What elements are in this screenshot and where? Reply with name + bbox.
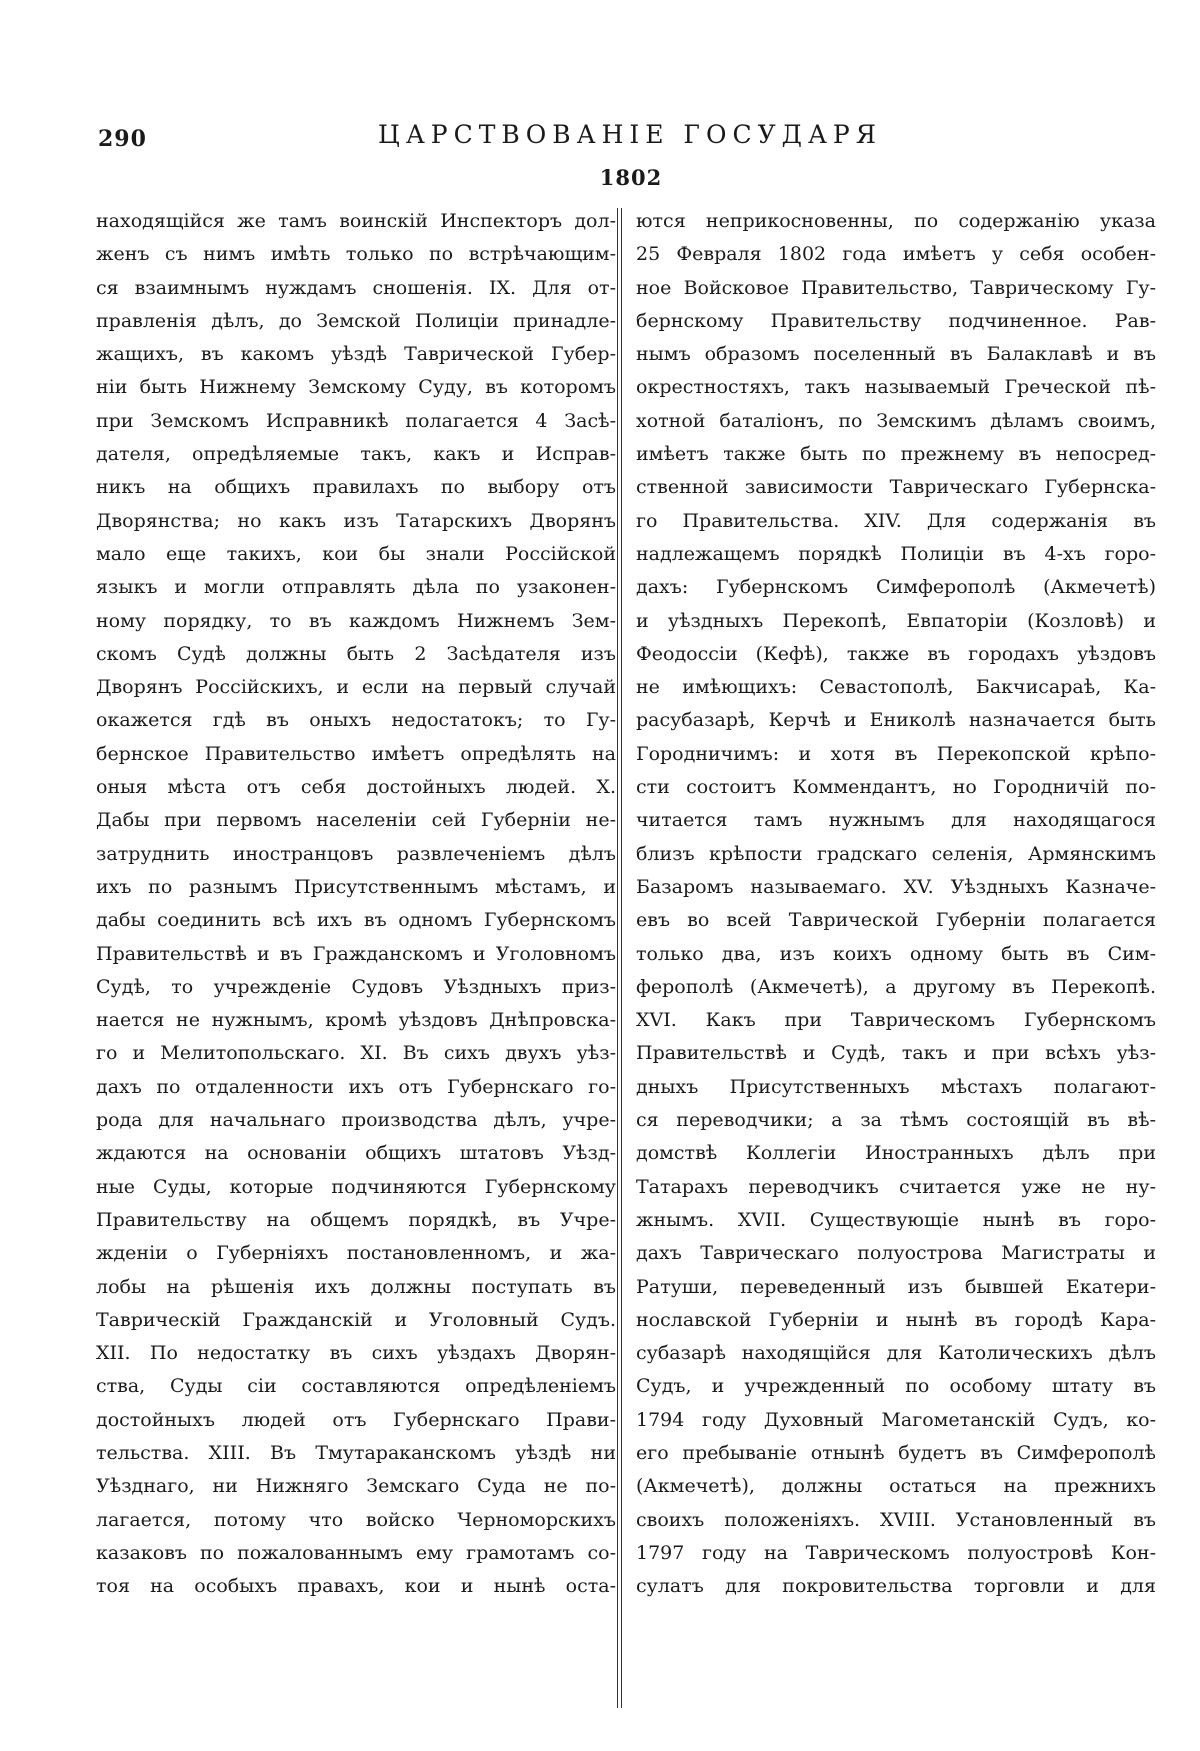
- text-line: ждаются на основаніи общихъ штатовъ Уѣзд-: [96, 1142, 616, 1165]
- text-line: читается тамъ нужнымъ для находящагося: [636, 809, 1156, 832]
- text-line: Татарахъ переводчикъ считается уже не ну-: [636, 1175, 1156, 1198]
- text-line: 25 Февраля 1802 года имѣетъ у себя особен-: [636, 243, 1156, 266]
- text-line: го и Мелитопольскаго. XI. Въ сихъ двухъ уѣз-: [96, 1042, 616, 1065]
- text-line: лобы на рѣшенія ихъ должны поступать въ: [96, 1275, 616, 1298]
- text-line: ся взаимнымъ нуждамъ сношенія. IX. Для от-: [96, 276, 616, 299]
- text-line: Базаромъ называемаго. XV. Уѣздныхъ Казначе-: [636, 875, 1156, 898]
- text-line: только два, изъ коихъ одному быть въ Сим-: [636, 942, 1156, 965]
- running-head: ЦАРСТВОВАНІЕ ГОСУДАРЯ: [378, 120, 882, 149]
- text-line: бернскому Правительству подчиненное. Рав-: [636, 309, 1156, 332]
- text-line: Правительству на общемъ порядкѣ, въ Учре-: [96, 1208, 616, 1231]
- text-line: тельства. XIII. Въ Тмутараканскомъ уѣздѣ ни: [96, 1441, 616, 1464]
- text-line: дахъ: Губернскомъ Симферополѣ (Акмечетѣ): [636, 576, 1156, 599]
- text-line: дателя, опредѣляемые такъ, какъ и Исправ-: [96, 443, 616, 466]
- text-line: ное Войсковое Правительство, Таврическому Гу-: [636, 276, 1156, 299]
- text-line: жденіи о Губерніяхъ постановленномъ, и жа-: [96, 1242, 616, 1265]
- text-line: 1794 году Духовный Магометанскій Судъ, ко-: [636, 1408, 1156, 1431]
- text-line: тоя на особыхъ правахъ, кои и нынѣ оста-: [96, 1575, 616, 1598]
- text-line: скомъ Судѣ должны быть 2 Засѣдателя изъ: [96, 642, 616, 665]
- text-line: (Акмечетѣ), должны остаться на прежнихъ: [636, 1475, 1156, 1498]
- text-line: надлежащемъ порядкѣ Полиціи въ 4-хъ горо-: [636, 542, 1156, 565]
- text-line: ному порядку, то въ каждомъ Нижнемъ Зем-: [96, 609, 616, 632]
- text-line: дабы соединить всѣ ихъ въ одномъ Губернскомъ: [96, 909, 616, 932]
- text-line: Феодоссіи (Кефѣ), также въ городахъ уѣздовъ: [636, 642, 1156, 665]
- text-line: Городничимъ: и хотя въ Перекопской крѣпо-: [636, 742, 1156, 765]
- text-line: правленія дѣлъ, до Земской Полиціи принадле-: [96, 309, 616, 332]
- text-line: Судъ, и учрежденный по особому штату въ: [636, 1375, 1156, 1398]
- text-line: оныя мѣста отъ себя достойныхъ людей. X.: [96, 776, 616, 799]
- text-line: своихъ положеніяхъ. XVIII. Установленный въ: [636, 1508, 1156, 1531]
- right-column: [636, 205, 1156, 1603]
- text-line: ственной зависимости Таврическаго Губернска-: [636, 476, 1156, 499]
- column-divider: [617, 208, 618, 1708]
- text-line: затруднить иностранцовъ развлеченіемъ дѣлъ: [96, 842, 616, 865]
- text-line: женъ съ нимъ имѣть только по встрѣчающим-: [96, 243, 616, 266]
- text-line: расубазарѣ, Керчѣ и Ениколѣ назначается быть: [636, 709, 1156, 732]
- text-line: евъ во всей Таврической Губерніи полагается: [636, 909, 1156, 932]
- text-line: ніи быть Нижнему Земскому Суду, въ которомъ: [96, 376, 616, 399]
- text-line: нается не нужнымъ, кромѣ уѣздовъ Днѣпровска-: [96, 1009, 616, 1032]
- column-divider-double: [621, 208, 622, 1708]
- text-line: дныхъ Присутственныхъ мѣстахъ полагают-: [636, 1075, 1156, 1098]
- text-line: ства, Суды сіи составляются опредѣленіемъ: [96, 1375, 616, 1398]
- text-line: ихъ по разнымъ Присутственнымъ мѣстамъ, и: [96, 875, 616, 898]
- text-line: Дабы при первомъ населеніи сей Губерніи не-: [96, 809, 616, 832]
- text-line: Таврическій Гражданскій и Уголовный Судъ.: [96, 1308, 616, 1331]
- text-line: Дворянъ Россійскихъ, и если на первый случай: [96, 676, 616, 699]
- text-line: находящійся же тамъ воинскій Инспекторъ дол-: [96, 210, 616, 232]
- text-line: сулатъ для покровительства торговли и для: [636, 1575, 1156, 1598]
- text-line: жащихъ, въ какомъ уѣздѣ Таврической Губер-: [96, 343, 616, 366]
- text-line: 1797 году на Таврическомъ полуостровѣ Кон-: [636, 1541, 1156, 1564]
- text-line: казаковъ по пожалованнымъ ему грамотамъ со-: [96, 1541, 616, 1564]
- text-line: XVI. Какъ при Таврическомъ Губернскомъ: [636, 1009, 1156, 1032]
- text-line: его пребываніе отнынѣ будетъ въ Симферополѣ: [636, 1441, 1156, 1464]
- text-line: домствѣ Коллегіи Иностранныхъ дѣлъ при: [636, 1142, 1156, 1165]
- text-line: субазарѣ находящійся для Католическихъ дѣлъ: [636, 1342, 1156, 1365]
- text-line: ферополѣ (Акмечетѣ), а другому въ Перекопѣ.: [636, 975, 1156, 998]
- text-line: нымъ образомъ поселенный въ Балаклавѣ и въ: [636, 343, 1156, 366]
- text-line: окрестностяхъ, такъ называемый Греческой пѣ-: [636, 376, 1156, 399]
- text-line: и уѣздныхъ Перекопѣ, Евпаторіи (Козловѣ) и: [636, 609, 1156, 632]
- text-line: дахъ по отдаленности ихъ отъ Губернскаго го-: [96, 1075, 616, 1098]
- text-line: лагается, потому что войско Черноморскихъ: [96, 1508, 616, 1531]
- text-line: достойныхъ людей отъ Губернскаго Прави-: [96, 1408, 616, 1431]
- page-number: 290: [98, 126, 147, 152]
- text-line: языкъ и могли отправлять дѣла по узаконен-: [96, 576, 616, 599]
- left-column: [96, 205, 616, 1603]
- text-line: окажется гдѣ въ оныхъ недостатокъ; то Гу-: [96, 709, 616, 732]
- text-line: ные Суды, которые подчиняются Губернскому: [96, 1175, 616, 1198]
- text-line: XII. По недостатку въ сихъ уѣздахъ Дворян-: [96, 1342, 616, 1365]
- text-line: хотной баталіонъ, по Земскимъ дѣламъ своимъ,: [636, 409, 1156, 432]
- text-line: Судѣ, то учрежденіе Судовъ Уѣздныхъ приз-: [96, 975, 616, 998]
- text-line: имѣетъ также быть по прежнему въ непосред-: [636, 443, 1156, 466]
- text-line: дахъ Таврическаго полуострова Магистраты и: [636, 1242, 1156, 1265]
- text-line: ются неприкосновенны, по содержанію указа: [636, 210, 1156, 232]
- year-heading: 1802: [599, 165, 663, 190]
- text-line: при Земскомъ Исправникѣ полагается 4 Засѣ-: [96, 409, 616, 432]
- text-line: бернское Правительство имѣетъ опредѣлять на: [96, 742, 616, 765]
- text-line: Правительствѣ и Судѣ, такъ и при всѣхъ уѣз-: [636, 1042, 1156, 1065]
- text-line: рода для начальнаго производства дѣлъ, учре-: [96, 1109, 616, 1132]
- text-line: близъ крѣпости градскаго селенія, Армянскимъ: [636, 842, 1156, 865]
- text-line: жнымъ. XVII. Существующіе нынѣ въ горо-: [636, 1208, 1156, 1231]
- text-line: Уѣзднаго, ни Нижняго Земскаго Суда не по-: [96, 1475, 616, 1498]
- text-line: Ратуши, переведенный изъ бывшей Екатери-: [636, 1275, 1156, 1298]
- text-line: Правительствѣ и въ Гражданскомъ и Уголовномъ: [96, 942, 616, 965]
- text-line: ся переводчики; а за тѣмъ состоящій въ вѣ-: [636, 1109, 1156, 1132]
- text-line: нославской Губерніи и нынѣ въ городѣ Кара-: [636, 1308, 1156, 1331]
- text-line: никъ на общихъ правилахъ по выбору отъ: [96, 476, 616, 499]
- text-line: мало еще такихъ, кои бы знали Россійской: [96, 542, 616, 565]
- text-line: Дворянства; но какъ изъ Татарскихъ Дворянъ: [96, 509, 616, 532]
- text-line: не имѣющихъ: Севастополѣ, Бакчисараѣ, Ка-: [636, 676, 1156, 699]
- text-line: сти состоитъ Коммендантъ, но Городничій по-: [636, 776, 1156, 799]
- text-line: го Правительства. XIV. Для содержанія въ: [636, 509, 1156, 532]
